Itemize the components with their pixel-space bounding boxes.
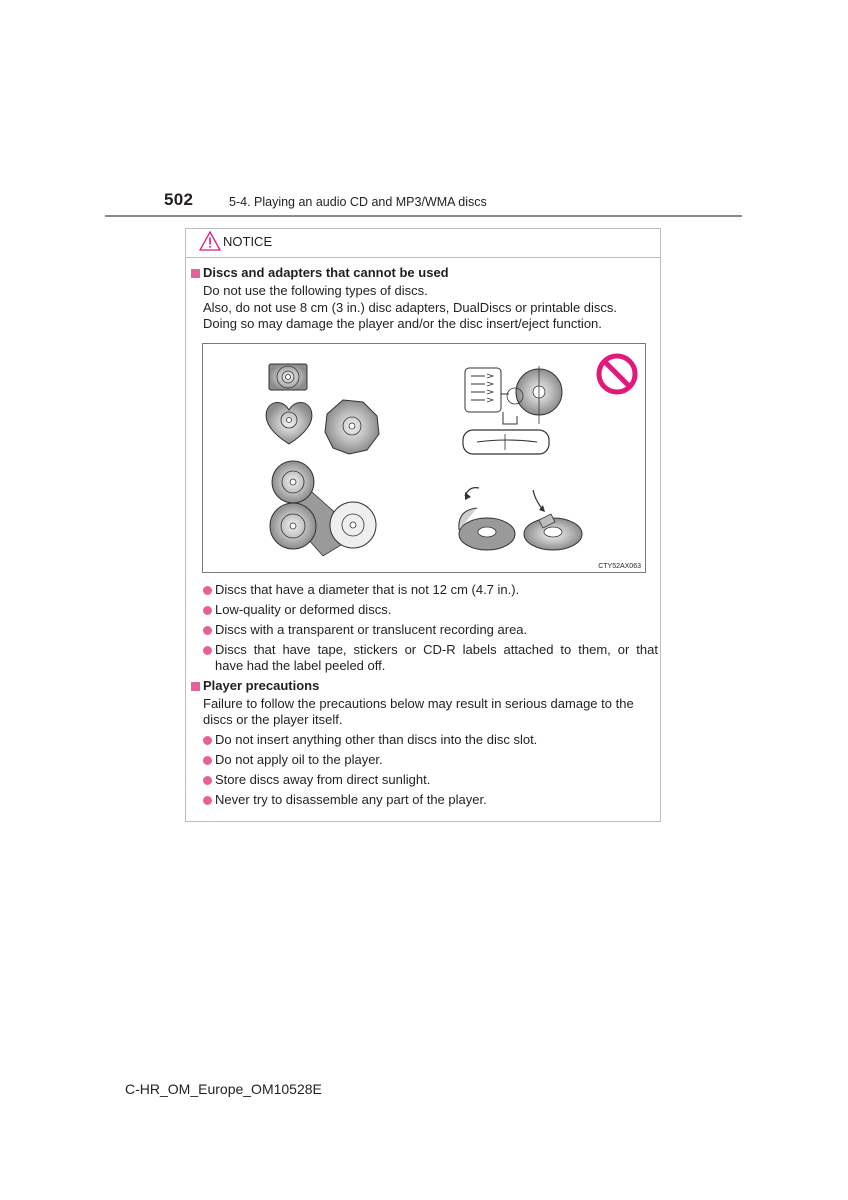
disc-illustration-graphic (203, 344, 645, 572)
notice-label: NOTICE (223, 234, 273, 249)
body-line: Do not use the following types of discs. (203, 283, 428, 298)
bullet-text-continued: have had the label peeled off. (215, 658, 386, 673)
bullet-dot-icon (203, 736, 212, 745)
bullet-dot-icon (203, 646, 212, 655)
bullet-text: Do not insert anything other than discs into the disc slot. (215, 732, 538, 747)
header-rule (105, 215, 742, 217)
bullet-text: Low-quality or deformed discs. (215, 602, 392, 617)
bullet-text: Discs with a transparent or translucent recording area. (215, 622, 528, 637)
page-number: 502 (164, 190, 194, 209)
notice-header (186, 229, 660, 258)
bullet-text: Never try to disassemble any part of the player. (215, 792, 487, 807)
bullet-text: Discs that have tape, stickers or CD-R labels attached to them, or that (215, 642, 658, 657)
bullet-text: Do not apply oil to the player. (215, 752, 383, 767)
bullet-dot-icon (203, 776, 212, 785)
heading-square-icon (191, 682, 200, 691)
deformed-disc-icon (463, 366, 562, 454)
section-heading: Player precautions (203, 678, 320, 693)
bullet-dot-icon (203, 606, 212, 615)
octagon-disc-icon (325, 400, 379, 454)
warning-triangle-icon (199, 231, 221, 251)
bullet-dot-icon (203, 586, 212, 595)
section-heading: Discs and adapters that cannot be used (203, 265, 449, 280)
sticker-disc-icon (524, 490, 582, 550)
bullet-dot-icon (203, 756, 212, 765)
heading-square-icon (191, 269, 200, 278)
notice-box (185, 228, 661, 822)
bullet-text: Discs that have a diameter that is not 12 cm (4.7 in.). (215, 582, 520, 597)
square-disc-icon (269, 364, 307, 390)
figure-code: CTY52AX063 (598, 563, 641, 570)
bullet-dot-icon (203, 626, 212, 635)
body-line: Doing so may damage the player and/or the disc insert/eject function. (203, 316, 602, 331)
body-line: discs or the player itself. (203, 712, 343, 727)
footer-doc-id: C-HR_OM_Europe_OM10528E (125, 1081, 322, 1097)
bullet-dot-icon (203, 796, 212, 805)
body-line: Failure to follow the precautions below may result in serious damage to the (203, 696, 634, 711)
bullet-text: Store discs away from direct sunlight. (215, 772, 431, 787)
body-line: Also, do not use 8 cm (3 in.) disc adapters, DualDiscs or printable discs. (203, 300, 618, 315)
disc-illustration (202, 343, 646, 573)
section-title: 5-4. Playing an audio CD and MP3/WMA discs (229, 195, 487, 209)
heart-disc-icon (266, 403, 312, 445)
peeled-label-disc-icon (459, 488, 515, 550)
prohibition-icon (599, 356, 635, 392)
adapter-disc-icon (270, 461, 376, 556)
